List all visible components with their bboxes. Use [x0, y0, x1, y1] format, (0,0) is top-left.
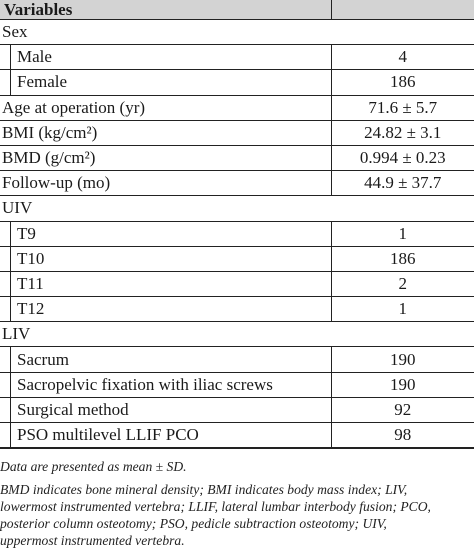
header-variables: Variables	[0, 0, 331, 20]
table-row	[0, 397, 474, 422]
row-label: T11	[0, 271, 331, 296]
note-mean-sd: Data are presented as mean ± SD.	[0, 459, 187, 474]
table-row	[0, 372, 474, 397]
row-value: 24.82 ± 3.1	[331, 120, 474, 145]
table-body	[0, 20, 474, 449]
row-value: 1	[331, 221, 474, 246]
table-row	[0, 45, 474, 70]
row-label: T12	[0, 297, 331, 322]
row-label: Female	[0, 70, 331, 95]
row-value: 1	[331, 297, 474, 322]
table-row	[0, 95, 474, 120]
note-abbreviations	[0, 481, 474, 549]
section-label: LIV	[0, 322, 331, 347]
row-value: 0.994 ± 0.23	[331, 145, 474, 170]
row-value	[331, 322, 474, 347]
row-value: 4	[331, 45, 474, 70]
table-header-row	[0, 0, 474, 20]
table-section-row	[0, 322, 474, 347]
row-label: Age at operation (yr)	[0, 95, 331, 120]
row-value: 98	[331, 423, 474, 449]
note-abbrev-line: BMD indicates bone mineral density; BMI indicates body mass index; LIV,	[0, 482, 408, 497]
row-label: Surgical method	[0, 397, 331, 422]
row-value	[331, 20, 474, 45]
table-row	[0, 120, 474, 145]
row-label: BMI (kg/cm²)	[0, 120, 331, 145]
table-row	[0, 171, 474, 196]
note-abbrev-line: uppermost instrumented vertebra.	[0, 533, 185, 548]
note-abbrev-line: posterior column osteotomy; PSO, pedicle subtraction osteotomy; UIV,	[0, 516, 387, 531]
note-abbrev-line: lowermost instrumented vertebra; LLIF, lateral lumbar interbody fusion; PCO,	[0, 499, 431, 514]
section-label: UIV	[0, 196, 331, 221]
table-row	[0, 297, 474, 322]
row-label: Sacrum	[0, 347, 331, 372]
row-label: Sacropelvic fixation with iliac screws	[0, 372, 331, 397]
section-label: Sex	[0, 20, 331, 45]
row-value: 92	[331, 397, 474, 422]
table-row	[0, 347, 474, 372]
table-footnotes	[0, 458, 474, 549]
table-row	[0, 246, 474, 271]
row-value: 190	[331, 347, 474, 372]
table-row	[0, 271, 474, 296]
row-value: 190	[331, 372, 474, 397]
row-label: Male	[0, 45, 331, 70]
row-value: 186	[331, 246, 474, 271]
header-values	[331, 0, 474, 20]
row-value: 71.6 ± 5.7	[331, 95, 474, 120]
row-value	[331, 196, 474, 221]
table-row	[0, 221, 474, 246]
row-label: T9	[0, 221, 331, 246]
table-row	[0, 145, 474, 170]
row-label: T10	[0, 246, 331, 271]
row-value: 2	[331, 271, 474, 296]
table-section-row	[0, 20, 474, 45]
row-value: 44.9 ± 37.7	[331, 171, 474, 196]
table-section-row	[0, 196, 474, 221]
table-row	[0, 70, 474, 95]
row-value: 186	[331, 70, 474, 95]
row-label: PSO multilevel LLIF PCO	[0, 423, 331, 449]
row-label: Follow-up (mo)	[0, 171, 331, 196]
row-label: BMD (g/cm²)	[0, 145, 331, 170]
table-row	[0, 423, 474, 449]
